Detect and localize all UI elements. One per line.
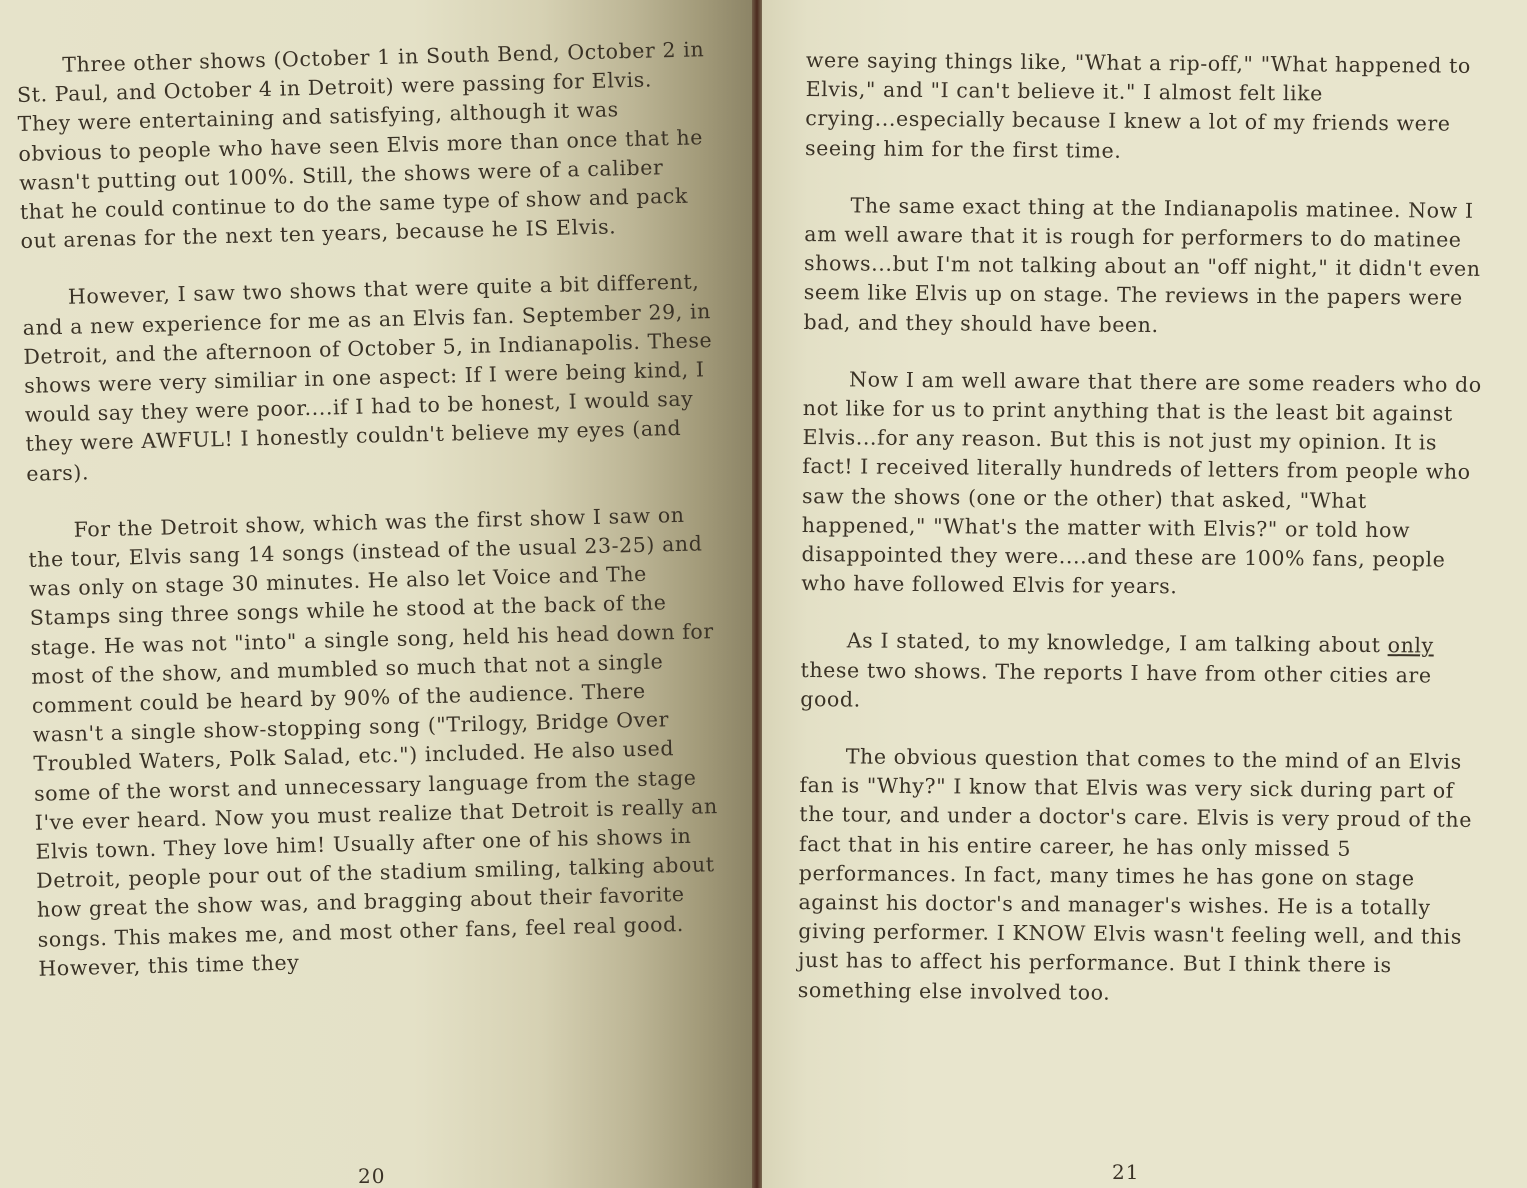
stated-text-after: these two shows. The reports I have from other cities are good. [800, 657, 1432, 712]
left-page [0, 0, 752, 1188]
left-paragraph-3: For the Detroit show, which was the first show I saw on the tour, Elvis sang 14 songs (instead of the usual 23-25) and was only on stage 30 minutes. He also let Voice and The Stamps sing three songs while he stood at the back of the stage. He was not "into" a single song, held his head down for most of the show, and mumbled so much that not a single comment could be heard by 90% of the audience. There wasn't a single show-stopping song ("Trilogy, Bridge Over Troubled Waters, Polk Salad, etc.") included. He also used some of the worst and unnecessary language from the stage I've ever heard. Now you must realize that Detroit is really an Elvis town. They love him! Usually after one of his shows in Detroit, people pour out of the stadium smiling, talking about how great the show was, and bragging about their favorite songs. This makes me, and most other fans, feel real good. However, this time they [28, 502, 719, 981]
book-gutter [752, 0, 762, 1188]
left-page-text [16, 35, 729, 1012]
left-paragraph-2: However, I saw two shows that were quite a bit different, and a new experience for me as an Elvis fan. September 29, in Detroit, and the afternoon of October 5, in Indianapolis. These shows were very similiar in one aspect: If I were being kind, I would say they were poor....if I had to be honest, I would say they were AWFUL! I honestly couldn't believe my eyes (and ears). [22, 269, 713, 486]
underlined-only-word: only [1387, 633, 1434, 658]
right-page [762, 0, 1527, 1188]
right-paragraph-readers: Now I am well aware that there are some readers who do not like for us to print anything that is the least bit against Elvis...for any reason. But this is not just my opinion. It is fact! I received literally hundreds of letters from people who saw the shows (one or the other) that asked, "What happened," "What's the matter with Elvis?" or told how disappointed they were....and these are 100% fans, people who have followed Elvis for years. [801, 367, 1482, 599]
left-page-number: 20 [358, 1164, 386, 1188]
right-paragraph-indianapolis: The same exact thing at the Indianapolis matinee. Now I am well aware that it is rough for performers to do matinee shows...but I'm not talking about an "off night," it didn't even seem like Elvis up on stage. The reviews in the papers were bad, and they should have been. [803, 193, 1481, 337]
right-continuation-paragraph: were saying things like, "What a rip-off," "What happened to Elvis," and "I can't believe it." I almost felt like crying...especially because I knew a lot of my friends were seeing him for the first time. [805, 47, 1471, 163]
right-paragraph-stated [800, 626, 1485, 720]
right-page-number: 21 [1112, 1160, 1140, 1184]
left-paragraph-1: Three other shows (October 1 in South Bend, October 2 in St. Paul, and October 4 in Detroit) were passing for Elvis. They were entertaining and satisfying, although it was obvious to people who have seen Elvis more than once that he wasn't putting out 100%. Still, the shows were of a caliber that he could continue to do the same type of show and pack out arenas for the next ten years, because he IS Elvis. [16, 37, 705, 254]
right-paragraph-why: The obvious question that comes to the mind of an Elvis fan is "Why?" I know that Elvis was very sick during part of the tour, and under a doctor's care. Elvis is very proud of the fact that in his entire career, he has only missed 5 performances. In fact, many times he has gone on stage against his doctor's and manager's wishes. He is a totally giving performer. I KNOW Elvis wasn't feeling well, and this just has to affect his performance. But I think there is something else involved too. [797, 744, 1473, 1005]
right-page-text [797, 46, 1490, 1039]
stated-text-before: As I stated, to my knowledge, I am talking about [846, 628, 1388, 658]
